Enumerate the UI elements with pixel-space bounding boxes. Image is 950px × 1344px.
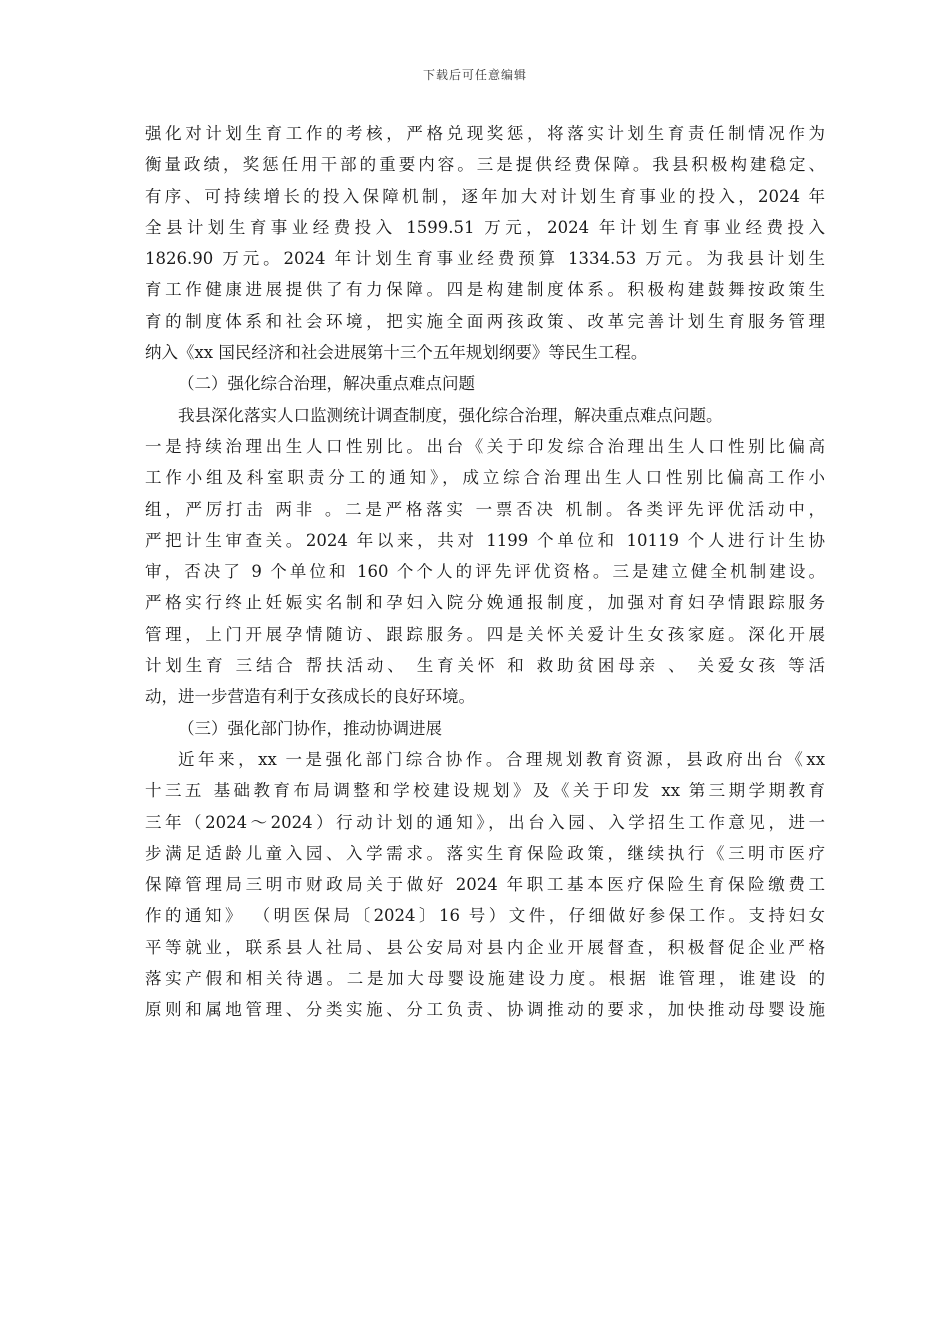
text-line: 管理，上门开展孕情随访、跟踪服务。四是关怀关爱计生女孩家庭。深化开展 <box>145 624 825 644</box>
text-line: 1826.90 万元。2024 年计划生育事业经费预算 1334.53 万元。为我县计划生 <box>145 249 825 269</box>
text-line: 全县计划生育事业经费投入 1599.51 万元，2024 年计划生育事业经费投入 <box>145 217 825 237</box>
text-line: 保障管理局三明市财政局关于做好 2024 年职工基本医疗保险生育保险缴费工 <box>145 875 825 895</box>
document-body <box>145 118 825 1026</box>
text-line: （二）强化综合治理，解决重点难点问题 <box>178 374 475 394</box>
page-header-watermark: 下载后可任意编辑 <box>422 68 527 82</box>
text-line: 一是持续治理出生人口性别比。出台《关于印发综合治理出生人口性别比偏高 <box>145 436 825 456</box>
text-line: 近年来，xx 一是强化部门综合协作。合理规划教育资源，县政府出台《xx <box>178 749 825 769</box>
text-line: （三）强化部门协作，推动协调进展 <box>178 718 442 738</box>
text-line: 步满足适龄儿童入园、入学需求。落实生育保险政策，继续执行《三明市医疗 <box>145 843 825 863</box>
text-line: 审，否决了 9 个单位和 160 个个人的评先评优资格。三是建立健全机制建设。 <box>145 562 825 582</box>
text-line: 十三五 基础教育布局调整和学校建设规划》及《关于印发 xx 第三期学期教育 <box>145 781 825 801</box>
text-line: 育工作健康进展提供了有力保障。四是构建制度体系。积极构建鼓舞按政策生 <box>145 280 825 300</box>
text-line: 原则和属地管理、分类实施、分工负责、协调推动的要求，加快推动母婴设施 <box>145 1000 825 1020</box>
text-line: 作的通知》 （明医保局〔2024〕16 号）文件，仔细做好参保工作。支持妇女 <box>145 906 825 926</box>
text-line: 平等就业，联系县人社局、县公安局对县内企业开展督查，积极督促企业严格 <box>145 937 825 957</box>
text-line: 计划生育 三结合 帮扶活动、 生育关怀 和 救助贫困母亲 、 关爱女孩 等活 <box>145 656 825 676</box>
text-line: 育的制度体系和社会环境，把实施全面两孩政策、改革完善计划生育服务管理 <box>145 311 825 331</box>
text-line: 严格实行终止妊娠实名制和孕妇入院分娩通报制度，加强对育妇孕情跟踪服务 <box>145 593 825 613</box>
text-line: 落实产假和相关待遇。二是加大母婴设施建设力度。根据 谁管理，谁建设 的 <box>145 969 825 989</box>
text-line: 组，严厉打击 两非 。二是严格落实 一票否决 机制。各类评先评优活动中， <box>145 499 825 519</box>
text-line: 严把计生审查关。2024 年以来，共对 1199 个单位和 10119 个人进行计生协 <box>145 530 825 550</box>
text-line: 工作小组及科室职责分工的通知》，成立综合治理出生人口性别比偏高工作小 <box>145 468 825 488</box>
text-line: 我县深化落实人口监测统计调查制度，强化综合治理，解决重点难点问题。 <box>178 405 723 425</box>
text-line: 有序、可持续增长的投入保障机制，逐年加大对计划生育事业的投入，2024 年 <box>145 186 825 206</box>
text-line: 衡量政绩，奖惩任用干部的重要内容。三是提供经费保障。我县积极构建稳定、 <box>145 155 825 175</box>
text-line: 强化对计划生育工作的考核，严格兑现奖惩，将落实计划生育责任制情况作为 <box>145 124 825 143</box>
text-line: 纳入《xx 国民经济和社会进展第十三个五年规划纲要》等民生工程。 <box>145 343 648 363</box>
text-line: 动，进一步营造有利于女孩成长的良好环境。 <box>145 687 475 707</box>
text-line: 三年（2024～2024）行动计划的通知》，出台入园、入学招生工作意见，进一 <box>145 812 825 832</box>
